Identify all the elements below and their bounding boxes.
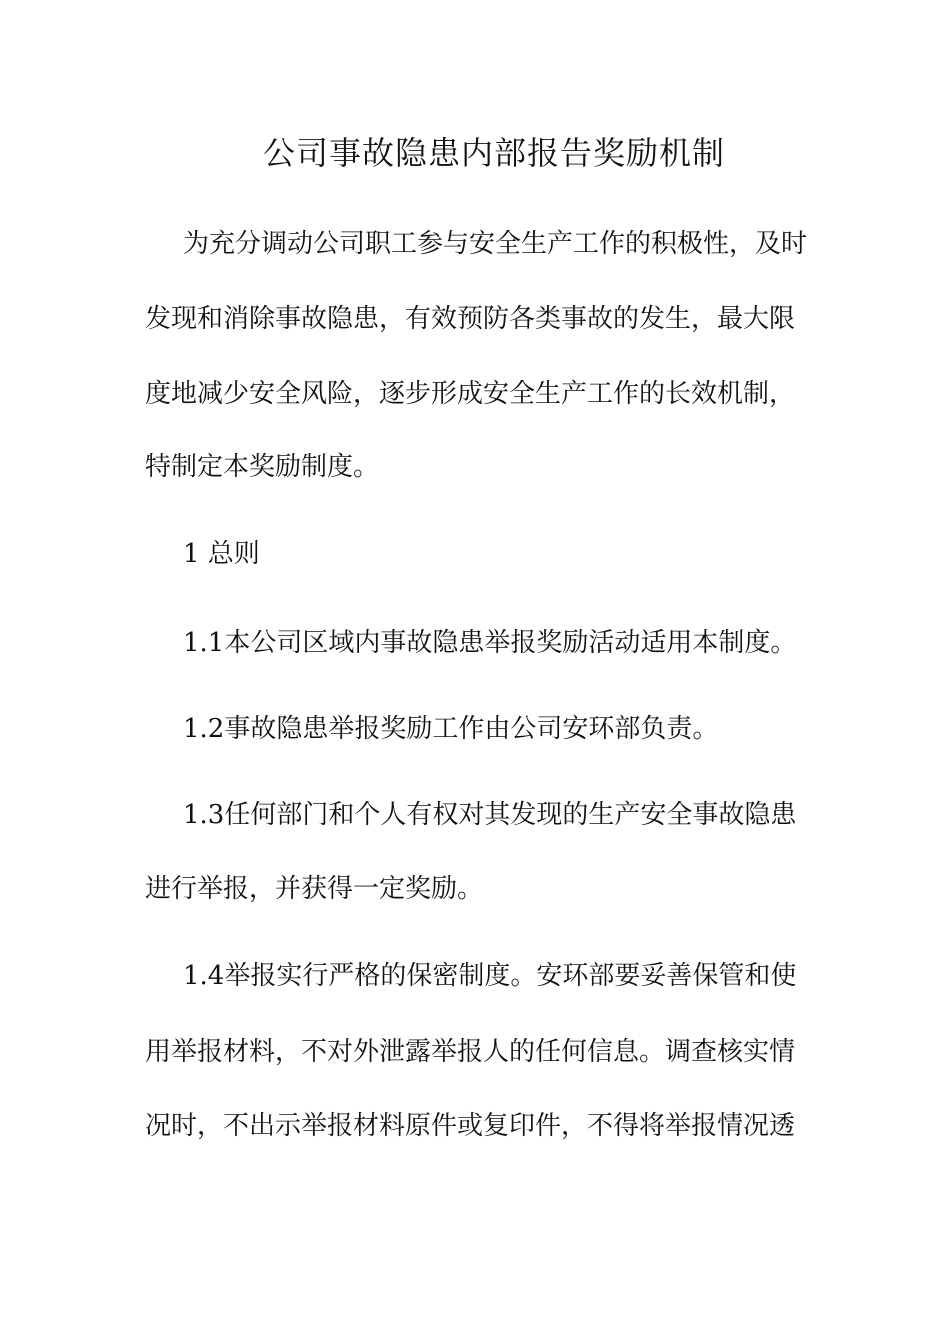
paragraph-line: 发现和消除事故隐患，有效预防各类事故的发生，最大限 [145,304,796,334]
clause-line: 1.3任何部门和个人有权对其发现的生产安全事故隐患 [183,800,797,830]
section-heading: 1 总则 [183,539,260,569]
paragraph-line: 度地减少安全风险，逐步形成安全生产工作的长效机制， [145,379,796,409]
clause-line: 1.1本公司区域内事故隐患举报奖励活动适用本制度。 [183,628,797,658]
clause-line: 1.4举报实行严格的保密制度。安环部要妥善保管和使 [183,961,797,991]
clause-line: 用举报材料，不对外泄露举报人的任何信息。调查核实情 [145,1037,796,1067]
clause-line: 况时，不出示举报材料原件或复印件，不得将举报情况透 [145,1111,796,1141]
clause-line: 1.2事故隐患举报奖励工作由公司安环部负责。 [183,714,719,744]
paragraph-line: 为充分调动公司职工参与安全生产工作的积极性，及时 [183,229,808,259]
clause-line: 进行举报，并获得一定奖励。 [145,874,484,904]
paragraph-line: 特制定本奖励制度。 [145,452,380,482]
document-title: 公司事故隐患内部报告奖励机制 [262,134,725,172]
